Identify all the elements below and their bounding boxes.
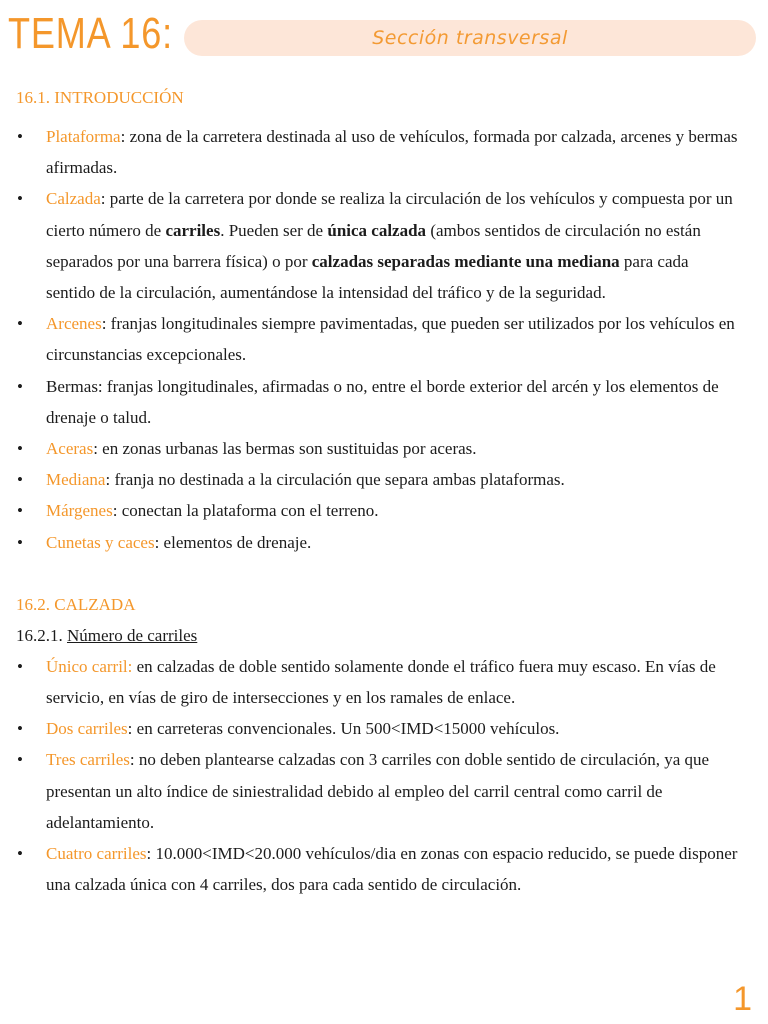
item-text: : parte de la carretera por donde se realiza la circulación de los vehículos y compuesta por un cierto número de — [46, 189, 733, 240]
item-text: en calzadas de doble sentido solamente donde el tráfico fuera muy escaso. En vías de servicio, en vías de giro de intersecciones y en los ramales de enlace. — [46, 656, 716, 708]
subsection-number: 16.2.1. — [16, 625, 67, 645]
item-text: : franjas longitudinales siempre pavimentadas, que pueden ser utilizados por los vehículos en circunstancias excepcionales. — [46, 314, 735, 365]
item-text: para cada sentido de la circulación, aumentándose la intensidad del tráfico y de la seguridad. — [46, 251, 689, 303]
list-item — [16, 495, 740, 526]
item-text: : 10.000<IMD<20.000 vehículos/dia en zonas con espacio reducido, se puede disponer una calzada única con 4 carriles, dos para cada sentido de circulación. — [46, 844, 738, 895]
subtitle-banner — [184, 20, 756, 56]
item-text: : zona de la carretera destinada al uso de vehículos, formada por calzada, arcenes y bermas afirmadas. — [46, 127, 738, 178]
section-title-calzada: 16.2. CALZADA — [16, 594, 136, 614]
item-text: : no deben plantearse calzadas con 3 carriles con doble sentido de circulación, ya que presentan un alto índice de siniestralidad debido al empleo del carril central como carril de adelantamiento. — [46, 750, 710, 832]
term-label: Tres carriles — [46, 750, 130, 770]
term-label: Calzada — [46, 189, 101, 209]
list-item — [16, 527, 740, 558]
term-label: Aceras — [46, 439, 94, 459]
item-text: : elementos de drenaje. — [154, 532, 312, 552]
list-item — [16, 183, 740, 308]
term-label: Márgenes — [46, 501, 113, 521]
item-text: Bermas: franjas longitudinales, afirmadas o no, entre el borde exterior del arcén y los elementos de drenaje o talud. — [46, 376, 719, 427]
list-item — [16, 838, 740, 900]
term-label: Arcenes — [46, 314, 102, 334]
document-body — [16, 82, 740, 900]
term-label: Cuatro carriles — [46, 844, 147, 864]
subsection-title — [16, 620, 740, 651]
item-text: : franja no destinada a la circulación que separa ambas plataformas. — [105, 470, 565, 490]
page-number: 1 — [733, 980, 752, 1018]
list-item — [16, 744, 740, 838]
term-label: Plataforma — [46, 127, 121, 146]
topic-subtitle: Sección transversal — [372, 27, 568, 49]
list-item — [16, 308, 740, 370]
item-text: (ambos sentidos de circulación no están separados por una barrera física) o por — [46, 220, 701, 271]
item-text: . Pueden ser de — [220, 220, 328, 240]
term-label: Dos carriles — [46, 719, 128, 739]
item-text: : en zonas urbanas las bermas son sustituidas por aceras. — [93, 439, 477, 459]
list-item — [16, 464, 740, 495]
list-item — [16, 121, 740, 183]
carriles-list — [16, 651, 740, 901]
term-label: Cunetas y caces — [46, 532, 155, 552]
topic-title: TEMA 16: — [8, 9, 173, 58]
list-item — [16, 651, 740, 713]
section-title-introduccion: 16.1. INTRODUCCIÓN — [16, 88, 184, 107]
list-item — [16, 433, 740, 464]
list-item — [16, 371, 740, 433]
item-text: : conectan la plataforma con el terreno. — [112, 501, 379, 521]
introduccion-list — [16, 121, 740, 558]
page-header — [0, 0, 768, 70]
term-label: Mediana — [46, 470, 106, 490]
subsection-name: Número de carriles — [67, 625, 198, 645]
list-item — [16, 713, 740, 744]
term-label: Único carril: — [46, 656, 133, 676]
bold-text: carriles — [165, 220, 221, 240]
bold-text: calzadas separadas mediante una mediana — [311, 251, 620, 271]
bold-text: única calzada — [327, 220, 427, 240]
item-text: : en carreteras convencionales. Un 500<IMD<15000 vehículos. — [127, 719, 560, 739]
